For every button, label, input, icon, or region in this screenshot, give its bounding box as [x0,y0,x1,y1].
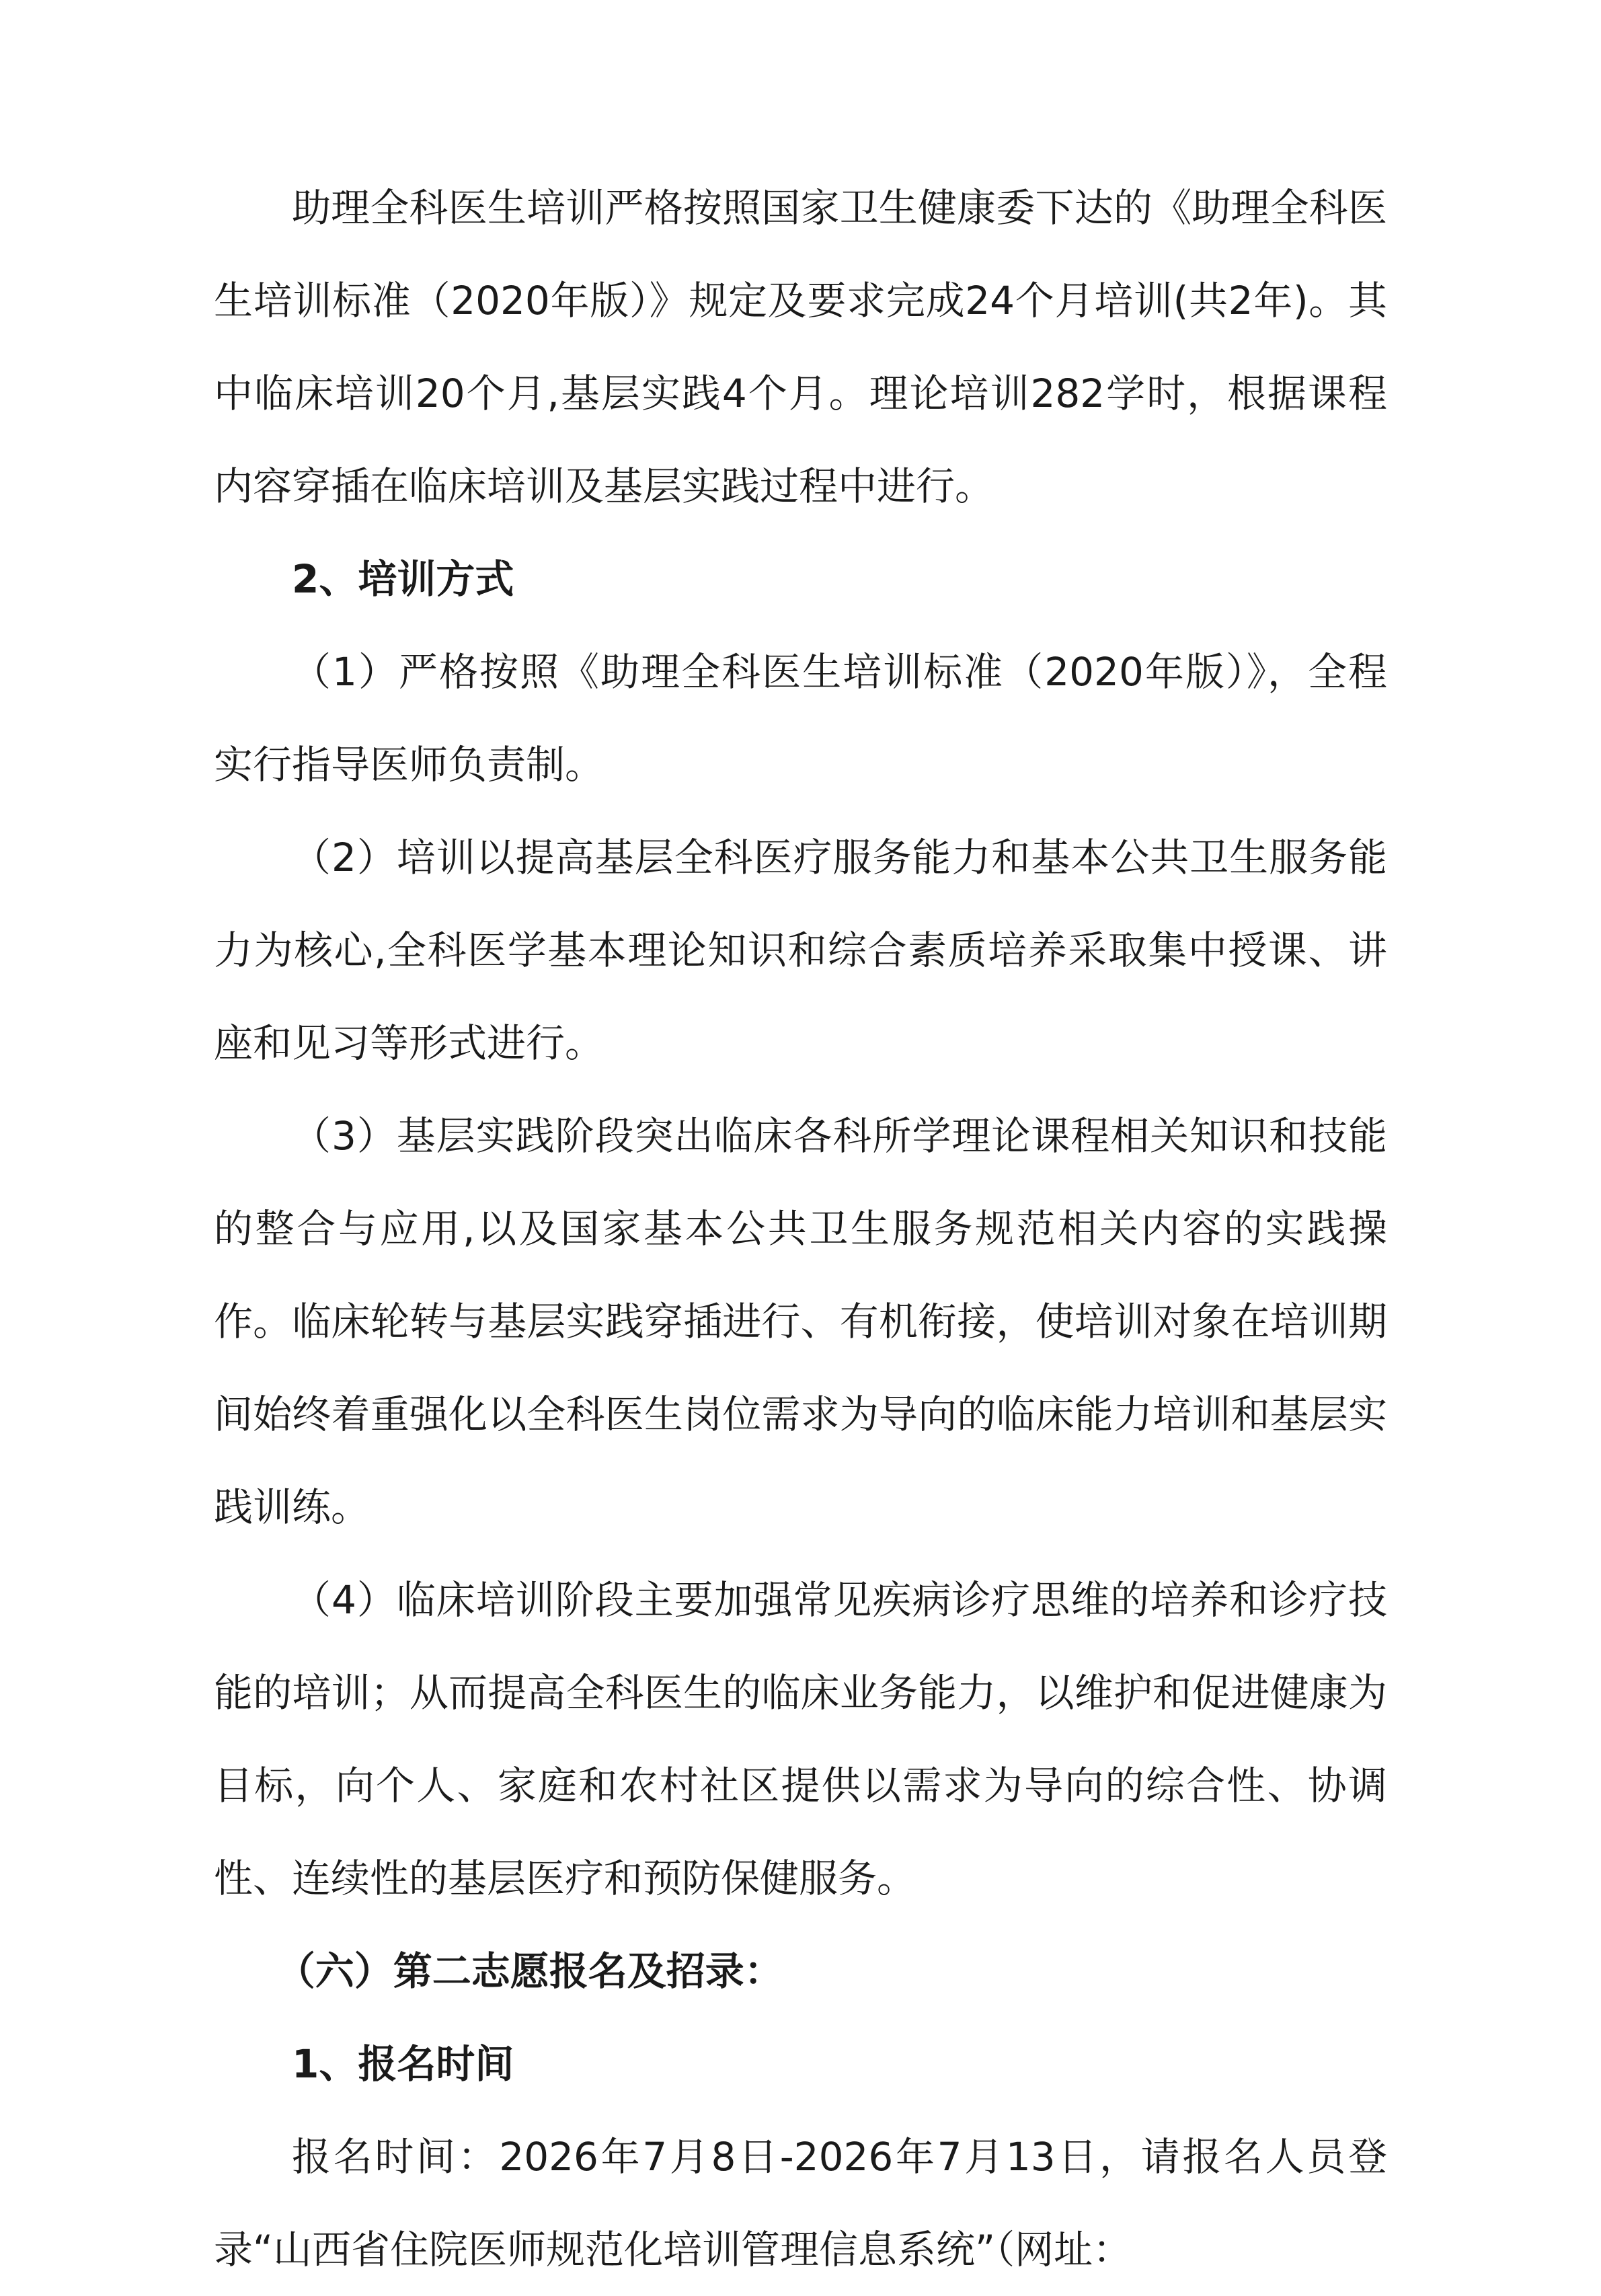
paragraph-item-2: （2）培训以提高基层全科医疗服务能力和基本公共卫生服务能力为核心,全科医学基本理论知识和综合素质培养采取集中授课、讲座和见习等形式进行。 [214,835,1387,1066]
heading-training-method: 2、培训方式 [292,556,514,602]
heading-registration-time: 1、报名时间 [292,2041,514,2087]
paragraph-item-1: （1）严格按照《助理全科医生培训标准（2020年版）》，全程实行指导医师负责制。 [214,649,1387,788]
paragraph-item-3: （3）基层实践阶段突出临床各科所学理论课程相关知识和技能的整合与应用,以及国家基本公共卫生服务规范相关内容的实践操作。临床轮转与基层实践穿插进行、有机衔接，使培训对象在培训期间始终着重强化以全科医生岗位需求为导向的临床能力培训和基层实践训练。 [214,1113,1387,1530]
paragraph-training-requirements: 助理全科医生培训严格按照国家卫生健康委下达的《助理全科医生培训标准（2020年版）》规定及要求完成24个月培训(共2年)。其中临床培训20个月,基层实践4个月。理论培训282学时，根据课程内容穿插在临床培训及基层实践过程中进行。 [214,185,1387,509]
document-body [214,161,1387,2296]
heading-second-choice-registration: （六）第二志愿报名及招录： [276,1948,783,1994]
paragraph-registration-time: 报名时间：2026年7月8日-2026年7月13日，请报名人员登录“山西省住院医师规范化培训管理信息系统”（网址： [214,2134,1387,2272]
paragraph-item-4: （4）临床培训阶段主要加强常见疾病诊疗思维的培养和诊疗技能的培训；从而提高全科医生的临床业务能力，以维护和促进健康为目标，向个人、家庭和农村社区提供以需求为导向的综合性、协调性、连续性的基层医疗和预防保健服务。 [214,1577,1387,1901]
